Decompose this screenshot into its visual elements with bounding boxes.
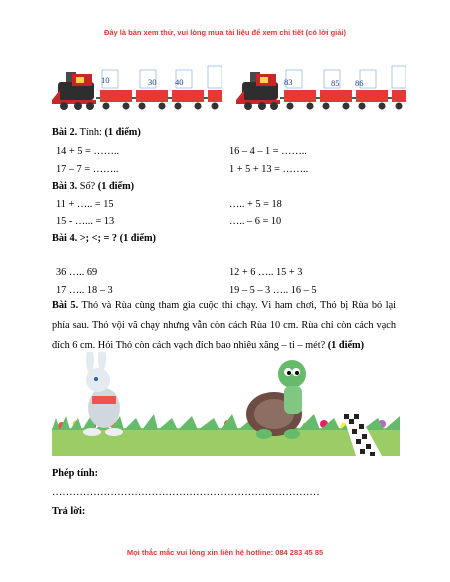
train-right-number-3: 86 xyxy=(355,78,364,88)
bai3-item-3: 15 - …... = 13 xyxy=(56,216,115,227)
answer-dotted-line: …………………………………………………………………… xyxy=(52,487,320,498)
bai4-item-2: 12 + 6 ….. 15 + 3 xyxy=(229,267,303,278)
train-illustration-right xyxy=(236,64,406,112)
locomotive-icon xyxy=(52,72,96,104)
wagon-4 xyxy=(208,66,222,110)
bai5-text: Thỏ và Rùa cùng tham gia cuộc thi chạy. Vì ham chơi, Thỏ bị Rùa bỏ lại phía sau. Thỏ vội vã chạy nhưng vẫn còn cách Rùa 10 cm. Rùa chỉ còn cách vạch đích 6 cm. Hỏi Thỏ còn cách vạch đích bao nhiêu xăng – ti – mét? xyxy=(52,300,397,351)
bai3-item-2: ….. + 5 = 18 xyxy=(229,199,282,210)
train-right-number-2: 85 xyxy=(331,78,340,88)
bai3-points: (1 điểm) xyxy=(97,181,135,192)
bai5-label: Bài 5. xyxy=(52,300,79,311)
bai2-label: Bài 2. xyxy=(52,127,78,138)
wagon-4 xyxy=(392,66,406,110)
bai4-item-1: 36 ….. 69 xyxy=(56,267,98,278)
train-left-number-1: 10 xyxy=(101,75,110,85)
bai5-paragraph xyxy=(52,296,396,356)
wagon-3 xyxy=(172,70,204,110)
tra-loi-label: Trả lời: xyxy=(52,506,86,517)
bai4-item-4: 19 – 5 – 3 ….. 16 – 5 xyxy=(229,285,317,296)
preview-notice: Đây là bản xem thử, vui lòng mua tài liệu để xem chi tiết (có lời giải) xyxy=(103,28,347,37)
bai4-heading: Bài 4. >; <; = ? (1 điểm) xyxy=(52,233,156,244)
bai5-points: (1 điểm) xyxy=(327,340,365,351)
wagon-1 xyxy=(284,70,316,110)
train-left-number-3: 40 xyxy=(175,77,184,87)
hotline-notice: Mọi thắc mắc vui lòng xin liên hệ hotline: 084 283 45 85 xyxy=(126,548,324,557)
bai3-heading xyxy=(52,180,134,193)
train-right-number-1: 83 xyxy=(284,77,293,87)
bai3-label: Bài 3. xyxy=(52,181,78,192)
phep-tinh-label: Phép tính: xyxy=(52,468,99,479)
bai3-item-1: 11 + ….. = 15 xyxy=(56,199,114,210)
bai2-item-1: 14 + 5 = …….. xyxy=(56,146,120,157)
bai2-item-2: 16 – 4 – 1 = …….. xyxy=(229,146,307,157)
wagon-2 xyxy=(320,70,352,110)
train-left-number-2: 30 xyxy=(148,77,157,87)
race-illustration xyxy=(52,352,400,456)
bai2-item-4: 1 + 5 + 13 = …….. xyxy=(229,164,309,175)
bai2-instruction: Tính: xyxy=(79,127,102,138)
bai4-item-3: 17 ….. 18 – 3 xyxy=(56,285,113,296)
locomotive-icon xyxy=(236,72,280,104)
bai3-item-4: ….. – 6 = 10 xyxy=(229,216,282,227)
wagon-3 xyxy=(356,70,388,110)
train-illustration-left xyxy=(52,64,222,112)
wagon-2 xyxy=(136,70,168,110)
bai2-points: (1 điểm) xyxy=(104,127,141,138)
bai2-item-3: 17 – 7 = …….. xyxy=(56,164,119,175)
bai2-heading xyxy=(52,126,141,139)
bai3-instruction: Số? xyxy=(79,181,96,192)
